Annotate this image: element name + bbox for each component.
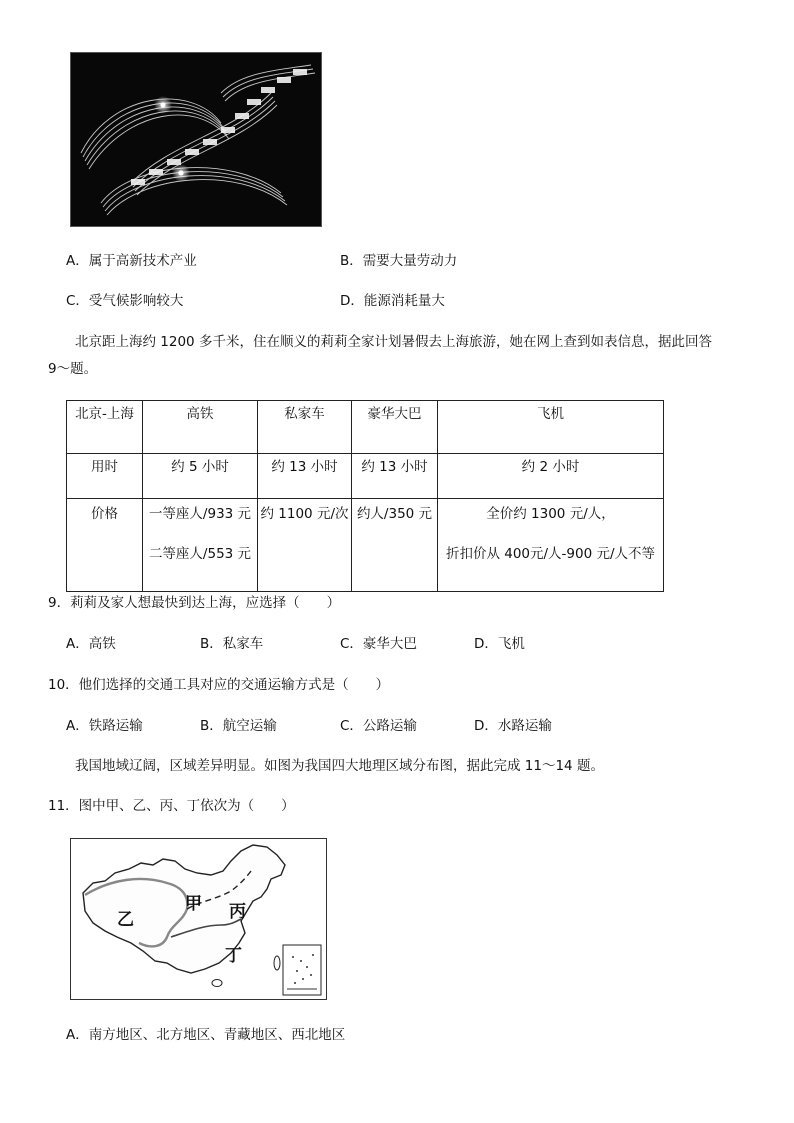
question-9-option-c: C．豪华大巴 [340,636,417,652]
price-bus: 约人/350 元 [352,499,438,592]
question-9-option-b: B．私家车 [200,636,264,652]
price-label: 价格 [67,499,143,592]
question-9-option-a: A．高铁 [66,636,116,652]
question-10-option-d: D．水路运输 [474,718,552,734]
time-label: 用时 [67,454,143,499]
question-11-stem: 11．图中甲、乙、丙、丁依次为（ ） [48,798,295,814]
header-rail: 高铁 [143,401,258,454]
header-bus: 豪华大巴 [352,401,438,454]
time-plane: 约 2 小时 [438,454,664,499]
price-rail-first-class: 一等座人/933 元 [148,506,252,522]
option-b: B．需要大量劳动力 [340,253,458,269]
light-trail-photo [70,52,322,227]
question-11-option-a: A．南方地区、北方地区、青藏地区、西北地区 [66,1027,346,1043]
table-row-price [67,499,664,592]
time-bus: 约 13 小时 [352,454,438,499]
table-row-time [67,454,664,499]
question-10-option-a: A．铁路运输 [66,718,143,734]
map-label-ding: 丁 [225,946,242,966]
option-c: C．受气候影响较大 [66,293,184,309]
option-d: D．能源消耗量大 [340,293,445,309]
question-9-stem: 9．莉莉及家人想最快到达上海，应选择（ ） [48,595,341,611]
intro-paragraph-line1: 北京距上海约 1200 多千米，住在顺义的莉莉全家计划暑假去上海旅游，她在网上查到如表信息，据此回答 [75,334,712,350]
price-plane-full: 全价约 1300 元/人， [486,506,615,522]
intro-paragraph-line2: 9～题。 [48,361,98,377]
price-plane [438,499,664,592]
question-9-option-d: D．飞机 [474,636,525,652]
question-10-stem: 10．他们选择的交通工具对应的交通运输方式是（ ） [48,677,390,693]
transport-info-table [66,400,664,592]
table-header-row [67,401,664,454]
question-10-option-b: B．航空运输 [200,718,277,734]
price-plane-discount: 折扣价从 400元/人-900 元/人不等 [445,546,656,562]
time-rail: 约 5 小时 [143,454,258,499]
map-label-bing: 丙 [229,902,246,922]
map-label-yi: 乙 [117,910,134,930]
price-rail [143,499,258,592]
price-car: 约 1100 元/次 [258,499,352,592]
header-plane: 飞机 [438,401,664,454]
map-label-jia: 甲 [185,894,202,914]
table-corner-cell: 北京-上海 [67,401,143,454]
china-regions-map [70,838,327,1000]
time-car: 约 13 小时 [258,454,352,499]
china-outline [71,839,326,999]
intro-paragraph-regions: 我国地域辽阔，区域差异明显。如图为我国四大地理区域分布图，据此完成 11～14 题。 [75,758,604,774]
header-car: 私家车 [258,401,352,454]
option-a: A．属于高新技术产业 [66,253,197,269]
price-rail-second-class: 二等座人/553 元 [148,546,252,562]
question-10-option-c: C．公路运输 [340,718,417,734]
